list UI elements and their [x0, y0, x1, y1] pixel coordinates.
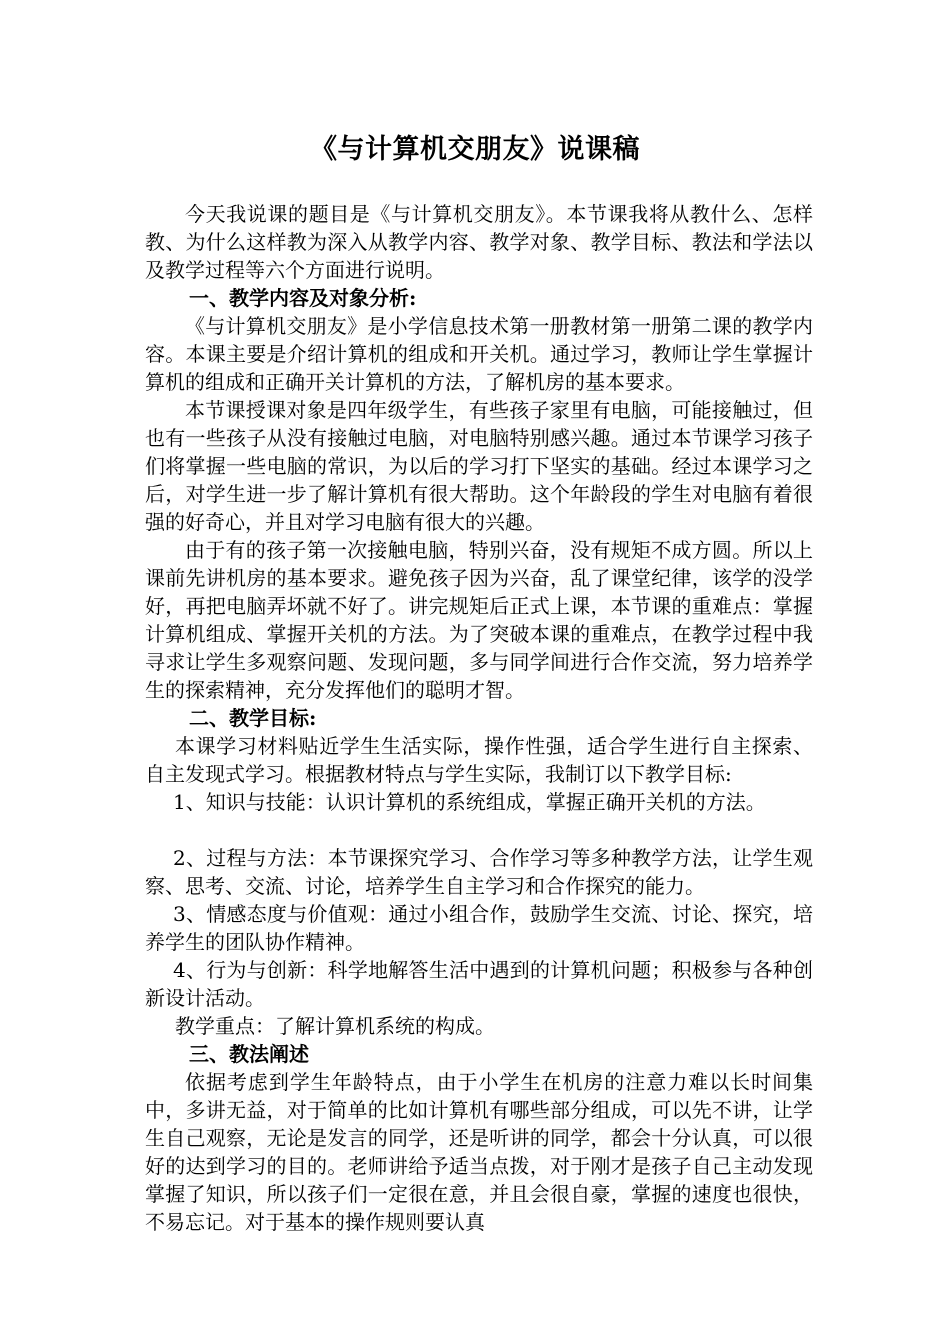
teaching-key-point: 教学重点：了解计算机系统的构成。: [175, 1014, 495, 1038]
intro-paragraph: 今天我说课的题目是《与计算机交朋友》。本节课我将从教什么、怎样教、为什么这样教为深入从教学内容、教学对象、教学目标、教法和学法以及教学过程等六个方面进行说明。: [145, 202, 813, 282]
objective-knowledge-skills: 1、知识与技能：认识计算机的系统组成，掌握正确开关机的方法。: [173, 790, 766, 814]
document-body: [145, 200, 813, 1236]
paragraph-content: 《与计算机交朋友》是小学信息技术第一册教材第一册第二课的教学内容。本课主要是介绍计算机的组成和开关机。通过学习，教师让学生掌握计算机的组成和正确开关计算机的方法，了解机房的基本要求。: [145, 314, 813, 394]
objective-process-methods: 2、过程与方法：本节课探究学习、合作学习等多种教学方法，让学生观察、思考、交流、讨论，培养学生自主学习和合作探究的能力。: [145, 846, 813, 898]
section-heading-objectives: 二、教学目标:: [189, 706, 317, 730]
paragraph-difficulties: 由于有的孩子第一次接触电脑，特别兴奋，没有规矩不成方圆。所以上课前先讲机房的基本要求。避免孩子因为兴奋，乱了课堂纪律，该学的没学好，再把电脑弄坏就不好了。讲完规矩后正式上课，本节课的重难点：掌握计算机组成、掌握开关机的方法。为了突破本课的重难点，在教学过程中我寻求让学生多观察问题、发现问题，多与同学间进行合作交流，努力培养学生的探索精神，充分发挥他们的聪明才智。: [145, 538, 813, 702]
page-title: 《与计算机交朋友》说课稿: [310, 134, 640, 165]
paragraph-audience: 本节课授课对象是四年级学生，有些孩子家里有电脑，可能接触过，但也有一些孩子从没有接触过电脑，对电脑特别感兴趣。通过本节课学习孩子们将掌握一些电脑的常识，为以后的学习打下坚实的基础。经过本课学习之后，对学生进一步了解计算机有很大帮助。这个年龄段的学生对电脑有着很强的好奇心，并且对学习电脑有很大的兴趣。: [145, 398, 813, 534]
objective-attitude-values: 3、情感态度与价值观：通过小组合作，鼓励学生交流、讨论、探究，培养学生的团队协作精神。: [145, 902, 813, 954]
objective-behavior-innovation: 4、行为与创新：科学地解答生活中遇到的计算机问题；积极参与各种创新设计活动。: [145, 958, 813, 1010]
section-heading-content-analysis: 一、教学内容及对象分析:: [189, 286, 417, 310]
paragraph-objectives-intro: 本课学习材料贴近学生生活实际，操作性强，适合学生进行自主探索、自主发现式学习。根据教材特点与学生实际，我制订以下教学目标:: [145, 734, 813, 786]
section-heading-teaching-methods: 三、教法阐述: [189, 1042, 309, 1066]
paragraph-teaching-methods: 依据考虑到学生年龄特点，由于小学生在机房的注意力难以长时间集中，多讲无益，对于简单的比如计算机有哪些部分组成，可以先不讲，让学生自己观察，无论是发言的同学，还是听讲的同学，都会十分认真，可以很好的达到学习的目的。老师讲给予适当点拨，对于刚才是孩子自己主动发现掌握了知识，所以孩子们一定很在意，并且会很自豪，掌握的速度也很快，不易忘记。对于基本的操作规则要认真: [145, 1070, 813, 1234]
blank-line: [145, 816, 813, 844]
